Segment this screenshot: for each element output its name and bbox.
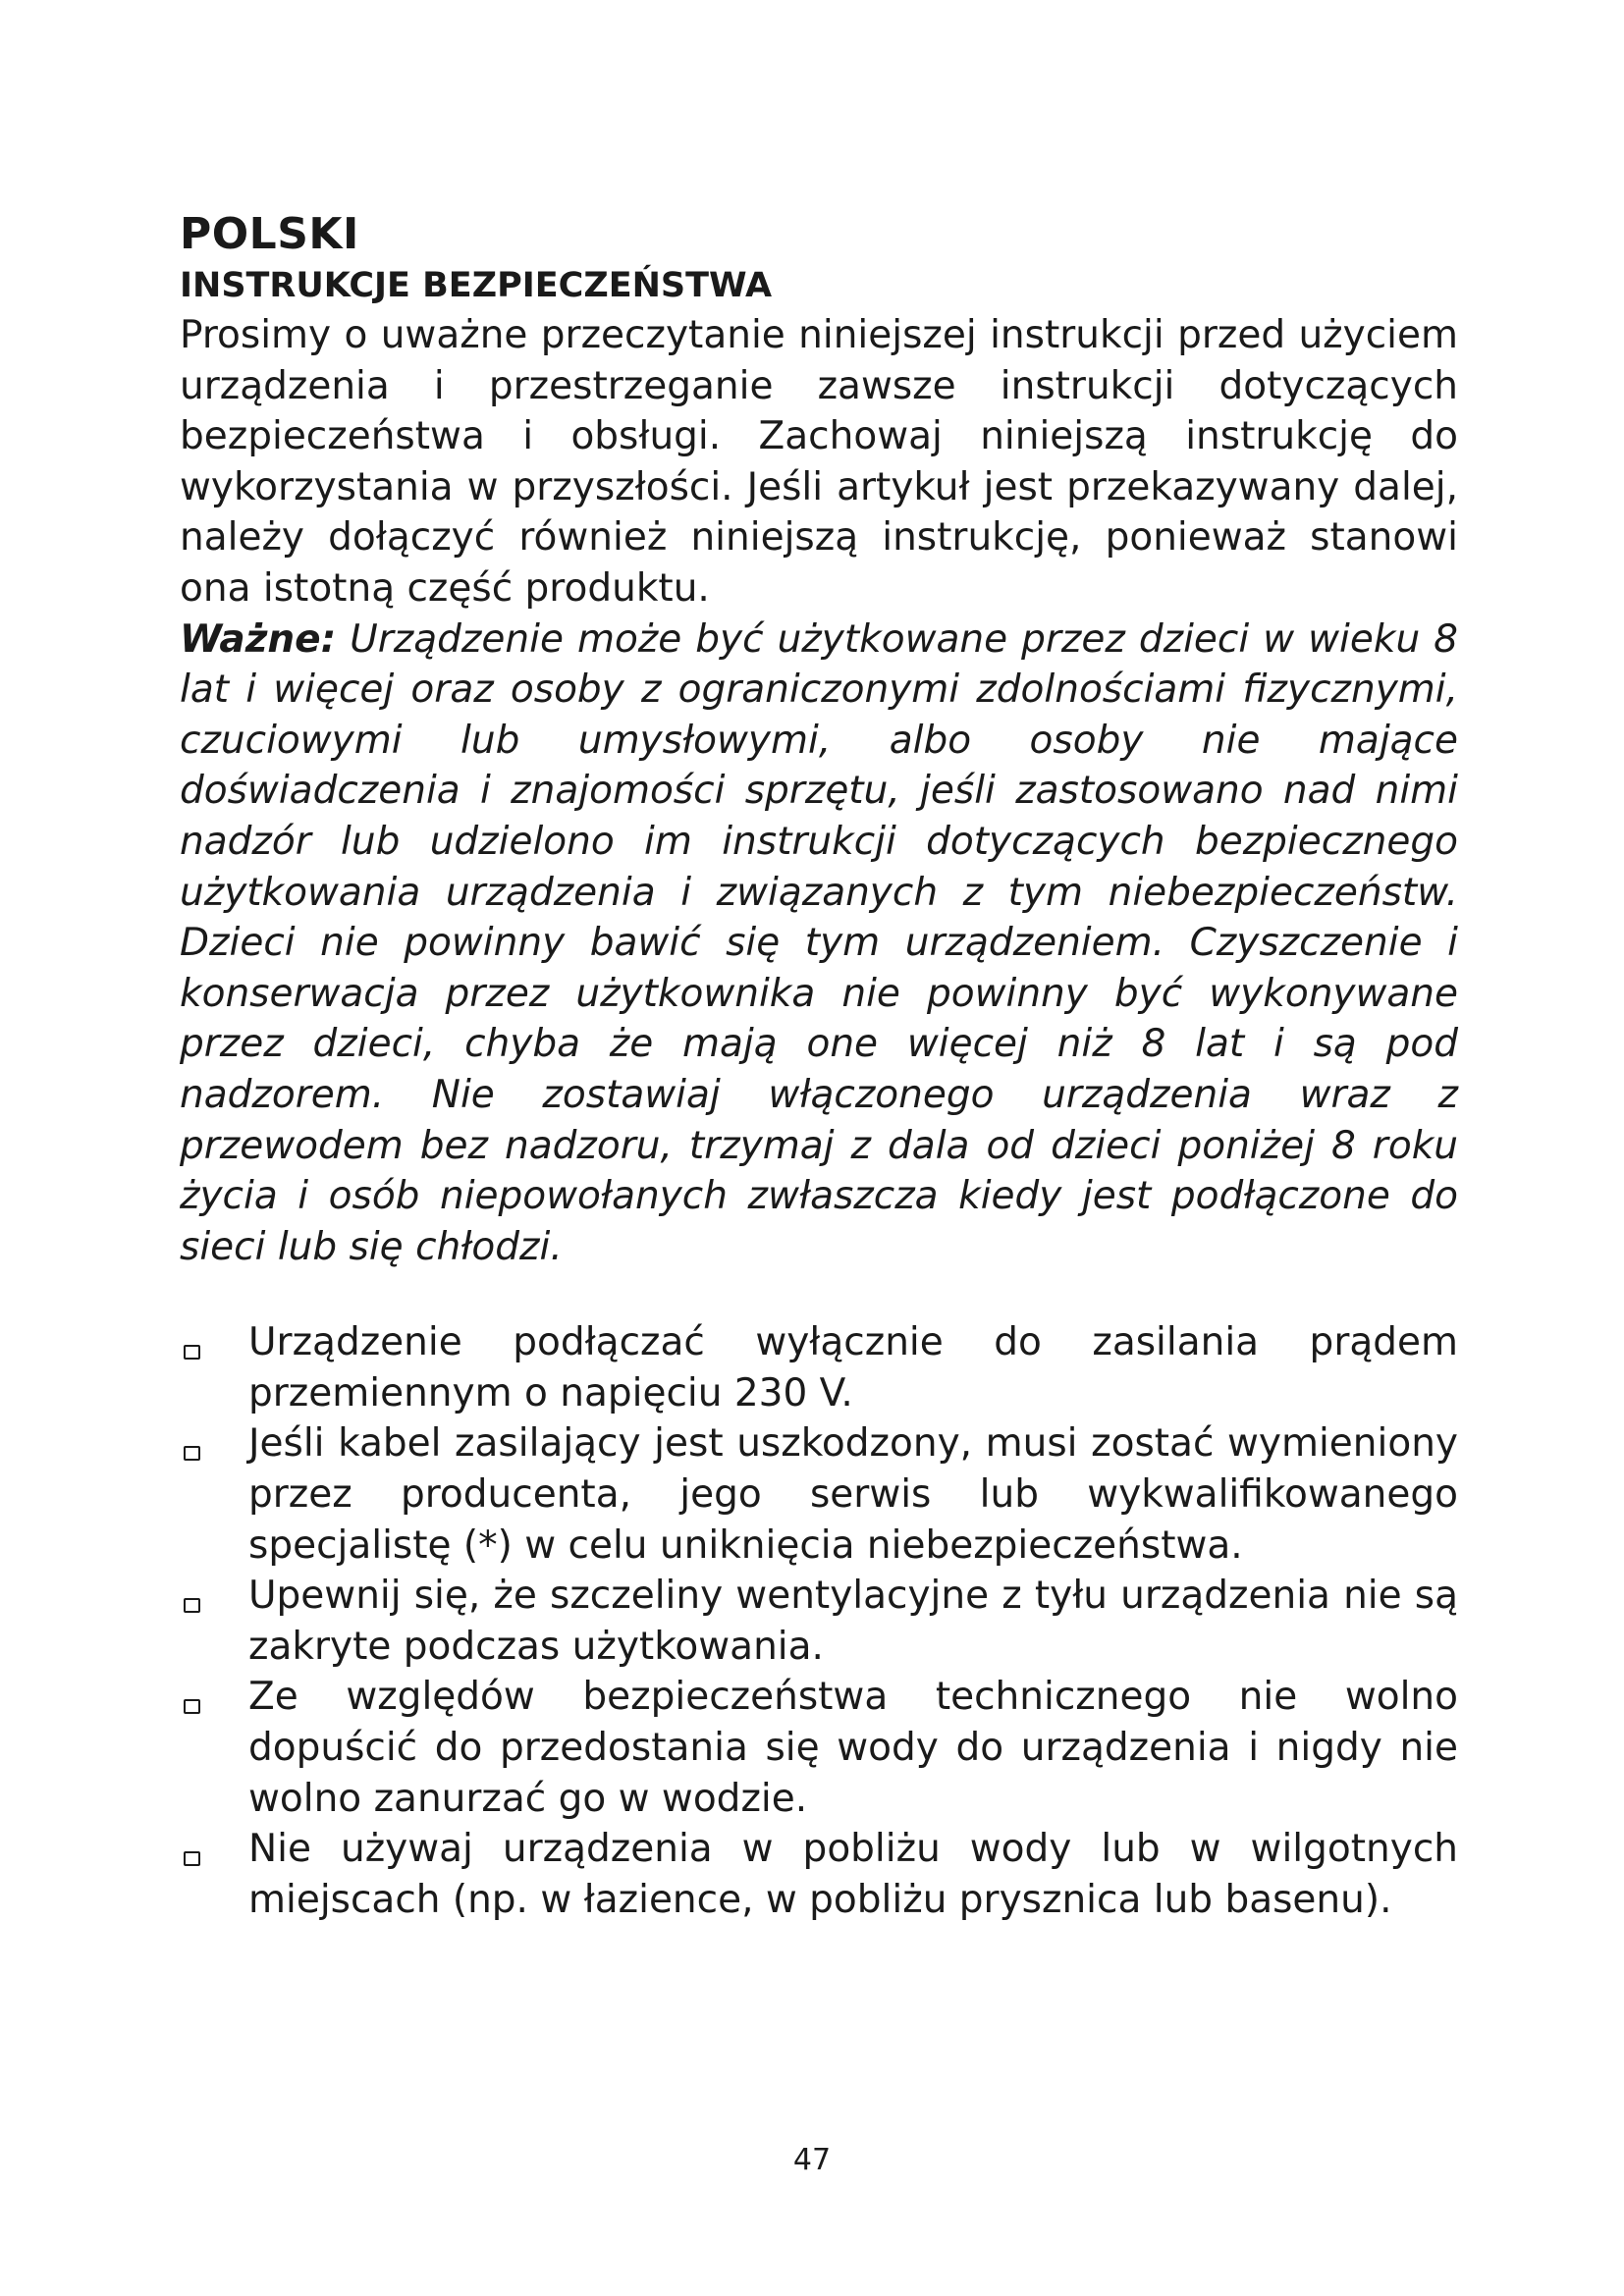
list-item-text: Nie używaj urządzenia w pobliżu wody lub w wilgotnych miejscach (np. w łazience, w pobliżu prysznica lub basenu).: [248, 1827, 1458, 1922]
list-item-text: Upewnij się, że szczeliny wentylacyjne z tyłu urządzenia nie są zakryte podczas użytkowania.: [248, 1574, 1458, 1669]
list-item: [180, 1317, 1458, 1418]
list-item-text: Urządzenie podłączać wyłącznie do zasilania prądem przemiennym o napięciu 230 V.: [248, 1320, 1458, 1415]
safety-bullet-list: [180, 1317, 1458, 1925]
warning-paragraph: [180, 614, 1458, 1273]
list-item-text: Jeśli kabel zasilający jest uszkodzony, musi zostać wymieniony przez producenta, jego serwis lub wykwalifikowanego specjalistę (*) w celu uniknięcia niebezpieczeństwa.: [248, 1421, 1458, 1568]
list-item-text: Ze względów bezpieczeństwa technicznego nie wolno dopuścić do przedostania się wody do urządzenia i nigdy nie wolno zanurzać go w wodzie.: [248, 1675, 1458, 1821]
list-item: [180, 1571, 1458, 1672]
warning-text: Urządzenie może być użytkowane przez dzieci w wieku 8 lat i więcej oraz osoby z ograniczonymi zdolnościami fizycznymi, czuciowymi lub umysłowymi, albo osoby nie mające doświadczenia i znajomości sprzętu, jeśli zastosowano nad nimi nadzór lub udzielono im instrukcji dotyczących bezpiecznego użytkowania urządzenia i związanych z tym niebezpieczeństw. Dzieci nie powinny bawić się tym urządzeniem. Czyszczenie i konserwacja przez użytkownika nie powinny być wykonywane przez dzieci, chyba że mają one więcej niż 8 lat i są pod nadzorem. Nie zostawiaj włączonego urządzenia wraz z przewodem bez nadzoru, trzymaj z dala od dzieci poniżej 8 roku życia i osób niepowołanych zwłaszcza kiedy jest podłączone do sieci lub się chłodzi.: [180, 616, 1458, 1269]
document-page: [180, 208, 1458, 1925]
checkbox-bullet-icon: [184, 1851, 200, 1866]
checkbox-bullet-icon: [184, 1345, 200, 1360]
list-item: [180, 1672, 1458, 1824]
section-title: INSTRUKCJE BEZPIECZEŃSTWA: [180, 266, 773, 305]
list-item: [180, 1824, 1458, 1925]
language-heading: POLSKI: [180, 209, 359, 259]
intro-paragraph: Prosimy o uważne przeczytanie niniejszej instrukcji przed użyciem urządzenia i przestrzeganie zawsze instrukcji dotyczących bezpieczeństwa i obsługi. Zachowaj niniejszą instrukcję do wykorzystania w przyszłości. Jeśli artykuł jest przekazywany dalej, należy dołączyć również niniejszą instrukcję, ponieważ stanowi ona istotną część produktu.: [180, 313, 1458, 611]
list-item: [180, 1418, 1458, 1571]
checkbox-bullet-icon: [184, 1446, 200, 1461]
checkbox-bullet-icon: [184, 1598, 200, 1613]
checkbox-bullet-icon: [184, 1699, 200, 1714]
page-number: 47: [792, 2143, 832, 2177]
warning-label: Ważne:: [180, 616, 337, 662]
